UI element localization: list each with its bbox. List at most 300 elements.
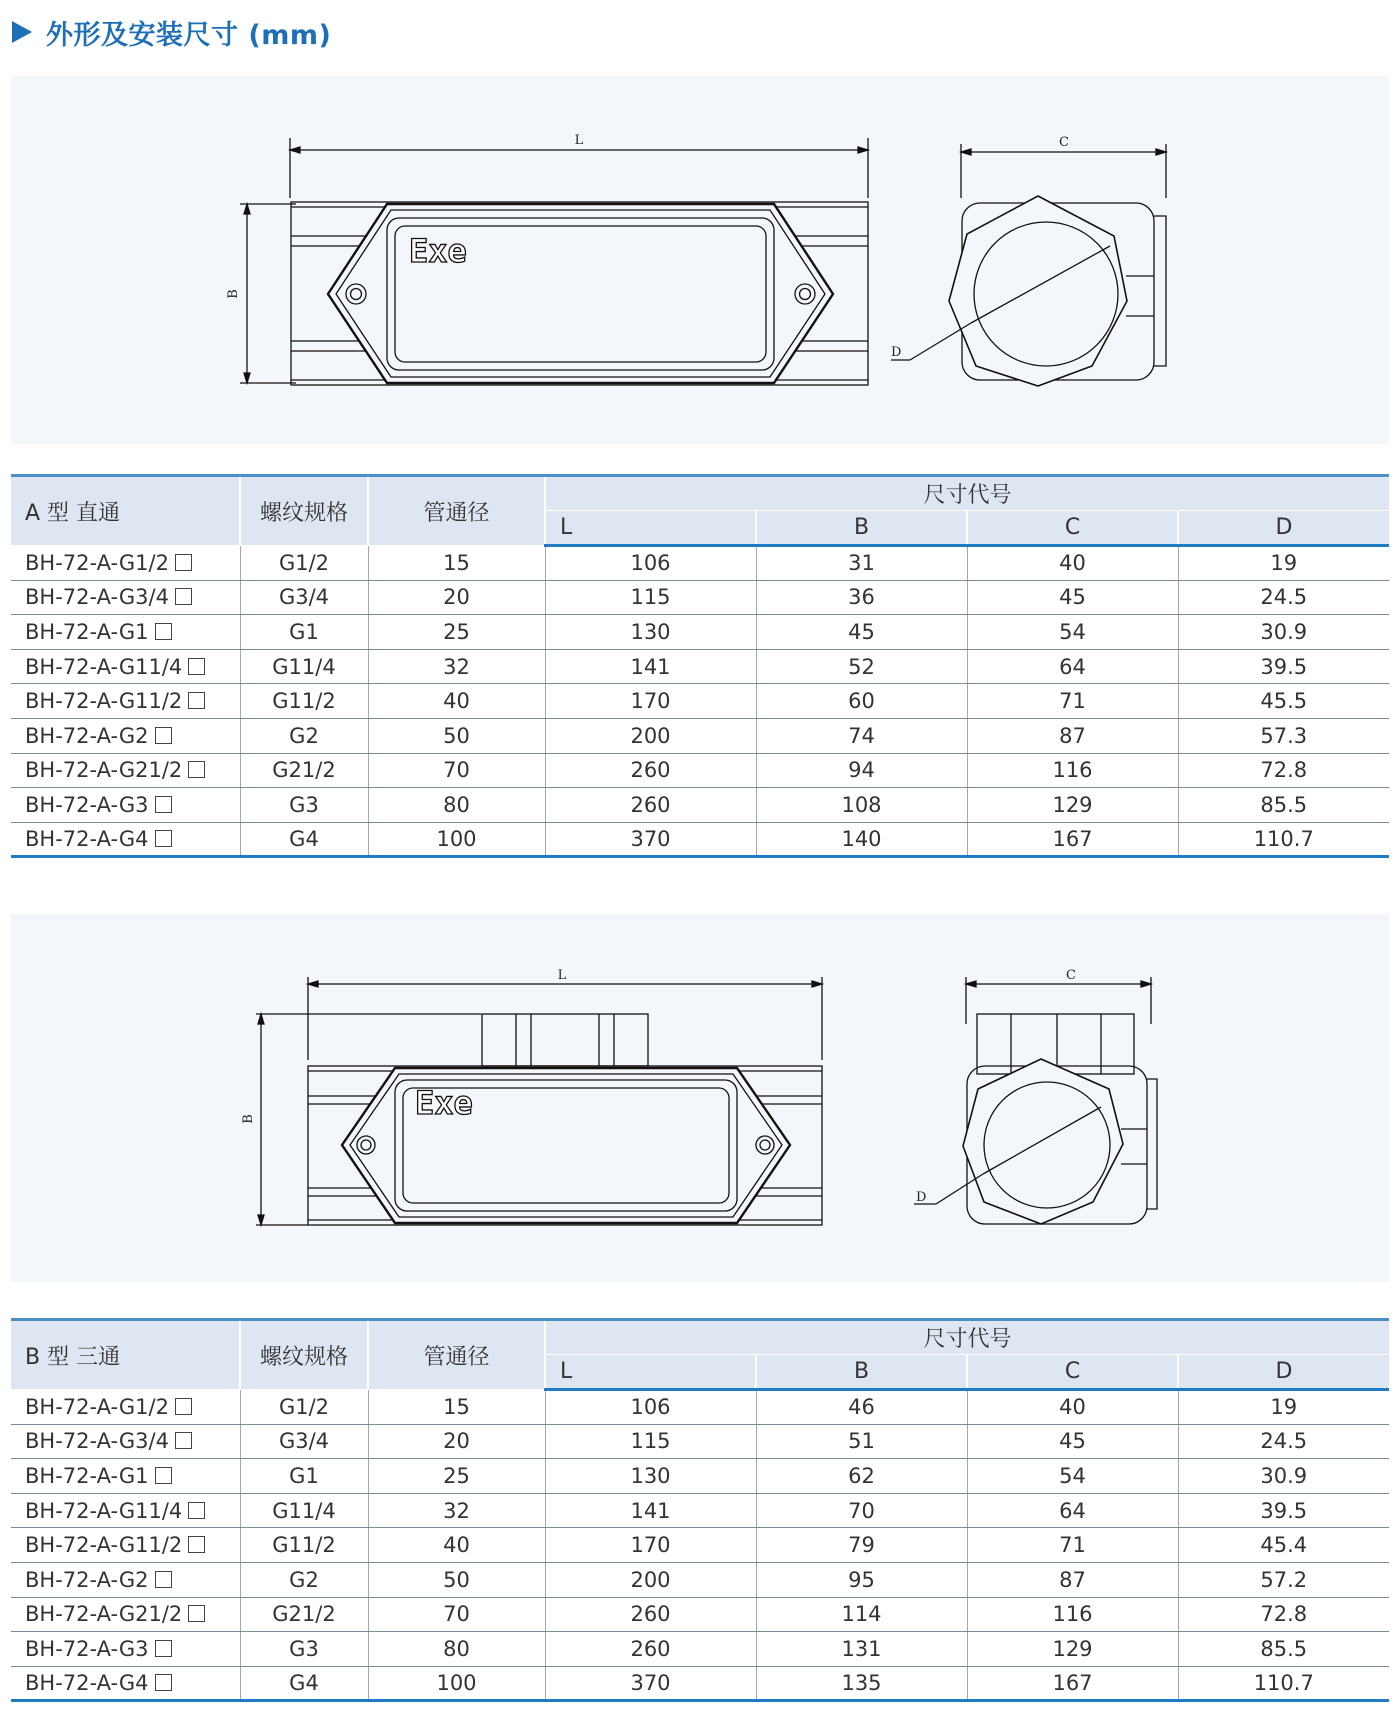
value-b: 52 [848, 654, 875, 679]
value-thread: G1/2 [278, 550, 330, 575]
cell-bore [368, 1666, 545, 1701]
checkbox-square-icon [155, 1640, 172, 1657]
cell-bore [368, 718, 545, 753]
value-c: 54 [1059, 619, 1086, 644]
dim-label-l: L [557, 968, 567, 983]
cell-b [756, 1390, 967, 1425]
table-row [11, 753, 1389, 788]
cell-b [756, 546, 967, 581]
cell-d [1178, 788, 1389, 823]
value-b: 60 [848, 689, 875, 714]
cell-thread [240, 753, 368, 788]
value-l: 370 [630, 1671, 671, 1696]
model-code: BH-72-A-G3/4 [25, 585, 169, 610]
cell-l [545, 580, 756, 615]
value-bore: 80 [443, 1636, 470, 1661]
model-cell [11, 718, 240, 753]
dimension-table-a [11, 474, 1389, 858]
model-cell [11, 1632, 240, 1667]
checkbox-square-icon [175, 1398, 192, 1415]
value-thread: G1 [289, 619, 319, 644]
value-l: 106 [630, 551, 671, 576]
cell-thread [240, 1459, 368, 1494]
value-d: 72.8 [1260, 758, 1308, 783]
cell-thread [240, 822, 368, 857]
model-cell [11, 788, 240, 823]
cell-d [1178, 1390, 1389, 1425]
checkbox-square-icon [188, 692, 205, 709]
checkbox-square-icon [155, 796, 172, 813]
value-c: 116 [1052, 1602, 1093, 1627]
value-b: 114 [841, 1602, 882, 1627]
cell-c [967, 1562, 1178, 1597]
cell-c [967, 1390, 1178, 1425]
cell-b [756, 580, 967, 615]
value-bore: 15 [443, 1394, 470, 1419]
cell-d [1178, 1424, 1389, 1459]
checkbox-square-icon [175, 1432, 192, 1449]
cell-c [967, 1493, 1178, 1528]
cell-thread [240, 546, 368, 581]
cell-thread [240, 1632, 368, 1667]
cell-d [1178, 1493, 1389, 1528]
model-cell [11, 1390, 240, 1425]
value-l: 106 [630, 1395, 671, 1420]
table-row [11, 649, 1389, 684]
model-code: BH-72-A-G11/2 [25, 1533, 183, 1558]
checkbox-square-icon [155, 623, 172, 640]
value-thread: G21/2 [272, 758, 336, 783]
model-code: BH-72-A-G4 [25, 1671, 149, 1696]
cell-d [1178, 753, 1389, 788]
table-row [11, 546, 1389, 581]
cell-l [545, 615, 756, 650]
cell-bore [368, 753, 545, 788]
checkbox-square-icon [188, 658, 205, 675]
value-c: 40 [1059, 551, 1086, 576]
value-d: 85.5 [1260, 1636, 1308, 1661]
cell-d [1178, 1459, 1389, 1494]
section-heading [12, 12, 331, 52]
col-l: L [545, 511, 756, 546]
model-code: BH-72-A-G2 [25, 1567, 149, 1592]
cell-c [967, 1424, 1178, 1459]
model-code: BH-72-A-G1/2 [25, 550, 169, 575]
cell-d [1178, 1528, 1389, 1563]
cell-bore [368, 788, 545, 823]
value-bore: 20 [443, 585, 470, 610]
cell-c [967, 718, 1178, 753]
cell-c [967, 684, 1178, 719]
value-d: 39.5 [1260, 654, 1308, 679]
cell-l [545, 1424, 756, 1459]
table-row [11, 1562, 1389, 1597]
cell-d [1178, 649, 1389, 684]
table-row [11, 788, 1389, 823]
value-c: 129 [1052, 792, 1093, 817]
model-code: BH-72-A-G2 [25, 723, 149, 748]
value-c: 64 [1059, 654, 1086, 679]
model-cell [11, 1424, 240, 1459]
drawing-type-a [11, 76, 1389, 444]
value-d: 57.3 [1260, 723, 1308, 748]
cell-b [756, 1597, 967, 1632]
cell-thread [240, 1597, 368, 1632]
table-row [11, 1632, 1389, 1667]
cell-c [967, 1632, 1178, 1667]
value-d: 19 [1270, 551, 1298, 576]
value-b: 94 [848, 758, 875, 783]
cell-b [756, 1666, 967, 1701]
table-row [11, 1528, 1389, 1563]
model-code: BH-72-A-G1 [25, 1463, 149, 1488]
cell-d [1178, 1632, 1389, 1667]
table-row [11, 1424, 1389, 1459]
dim-label-b: B [241, 1114, 256, 1124]
cell-b [756, 684, 967, 719]
model-cell [11, 1597, 240, 1632]
table-type-label: B 型 三通 [11, 1320, 240, 1390]
col-bore: 管通径 [368, 476, 545, 546]
value-l: 170 [630, 1533, 671, 1558]
value-d: 57.2 [1260, 1567, 1308, 1592]
value-l: 115 [630, 585, 671, 610]
cell-c [967, 788, 1178, 823]
table-row [11, 718, 1389, 753]
checkbox-square-icon [155, 1571, 172, 1588]
cell-l [545, 1390, 756, 1425]
value-b: 135 [841, 1671, 882, 1696]
value-b: 108 [841, 792, 882, 817]
exe-logo: Exe [415, 1084, 473, 1122]
cell-bore [368, 1632, 545, 1667]
model-cell [11, 1459, 240, 1494]
value-d: 24.5 [1260, 585, 1308, 610]
model-cell [11, 546, 240, 581]
value-thread: G3/4 [278, 585, 330, 610]
cell-l [545, 1562, 756, 1597]
model-cell [11, 1666, 240, 1701]
model-cell [11, 649, 240, 684]
exe-logo: Exe [409, 232, 467, 270]
value-b: 46 [848, 1395, 875, 1420]
cell-b [756, 649, 967, 684]
value-bore: 25 [443, 619, 470, 644]
cell-c [967, 753, 1178, 788]
cell-b [756, 822, 967, 857]
model-code: BH-72-A-G11/4 [25, 654, 183, 679]
model-code: BH-72-A-G3 [25, 792, 149, 817]
cell-bore [368, 580, 545, 615]
col-b: B [756, 1355, 967, 1390]
value-bore: 50 [443, 723, 470, 748]
cell-b [756, 753, 967, 788]
value-thread: G4 [289, 1671, 319, 1696]
model-cell [11, 684, 240, 719]
value-l: 141 [630, 1498, 671, 1523]
value-thread: G1 [289, 1463, 319, 1488]
cell-thread [240, 615, 368, 650]
value-bore: 100 [436, 1671, 477, 1696]
checkbox-square-icon [188, 761, 205, 778]
value-c: 40 [1059, 1395, 1086, 1420]
value-l: 260 [630, 792, 671, 817]
cell-d [1178, 1562, 1389, 1597]
cell-c [967, 1666, 1178, 1701]
model-code: BH-72-A-G11/2 [25, 689, 183, 714]
model-cell [11, 822, 240, 857]
dim-label-b: B [226, 289, 241, 299]
model-code: BH-72-A-G11/4 [25, 1498, 183, 1523]
value-l: 370 [630, 827, 671, 852]
cell-l [545, 1459, 756, 1494]
cell-d [1178, 718, 1389, 753]
cell-l [545, 788, 756, 823]
checkbox-square-icon [188, 1605, 205, 1622]
cell-b [756, 1528, 967, 1563]
value-c: 87 [1059, 723, 1086, 748]
cell-thread [240, 1424, 368, 1459]
value-bore: 32 [443, 654, 470, 679]
value-thread: G21/2 [272, 1602, 336, 1627]
cell-d [1178, 1666, 1389, 1701]
value-c: 71 [1059, 1533, 1086, 1558]
cell-l [545, 1528, 756, 1563]
model-code: BH-72-A-G21/2 [25, 1602, 183, 1627]
cell-b [756, 1562, 967, 1597]
table-row [11, 1390, 1389, 1425]
cell-b [756, 1459, 967, 1494]
cell-d [1178, 580, 1389, 615]
dim-label-c: C [1059, 135, 1069, 150]
value-thread: G11/2 [272, 1533, 336, 1558]
cell-l [545, 684, 756, 719]
value-bore: 80 [443, 792, 470, 817]
cell-bore [368, 546, 545, 581]
model-cell [11, 753, 240, 788]
value-thread: G11/4 [272, 654, 336, 679]
col-bore: 管通径 [368, 1320, 545, 1390]
cell-bore [368, 822, 545, 857]
value-bore: 25 [443, 1463, 470, 1488]
cell-thread [240, 649, 368, 684]
checkbox-square-icon [155, 1467, 172, 1484]
value-d: 24.5 [1260, 1429, 1308, 1454]
value-thread: G3 [289, 1636, 319, 1661]
value-c: 129 [1052, 1636, 1093, 1661]
cell-l [545, 753, 756, 788]
cell-c [967, 822, 1178, 857]
col-d: D [1178, 1355, 1389, 1390]
table-row [11, 1666, 1389, 1701]
cell-thread [240, 718, 368, 753]
cell-b [756, 788, 967, 823]
value-l: 130 [630, 1463, 671, 1488]
col-b: B [756, 511, 967, 546]
dim-label-c: C [1066, 968, 1076, 983]
value-bore: 20 [443, 1429, 470, 1454]
cell-l [545, 1666, 756, 1701]
value-bore: 50 [443, 1567, 470, 1592]
cell-b [756, 718, 967, 753]
cell-b [756, 1424, 967, 1459]
cell-thread [240, 1390, 368, 1425]
value-c: 116 [1052, 758, 1093, 783]
model-cell [11, 615, 240, 650]
table-row [11, 822, 1389, 857]
value-d: 45.5 [1260, 689, 1308, 714]
value-b: 70 [848, 1498, 875, 1523]
cell-l [545, 1632, 756, 1667]
cell-bore [368, 1493, 545, 1528]
section-title: 外形及安装尺寸 (mm) [46, 19, 332, 51]
value-bore: 70 [443, 758, 470, 783]
value-d: 30.9 [1260, 619, 1308, 644]
value-thread: G2 [289, 1567, 319, 1592]
cell-c [967, 580, 1178, 615]
value-thread: G4 [289, 827, 319, 852]
checkbox-square-icon [155, 1674, 172, 1691]
model-cell [11, 1493, 240, 1528]
model-cell [11, 580, 240, 615]
col-c: C [967, 511, 1178, 546]
value-b: 140 [841, 827, 882, 852]
cell-d [1178, 546, 1389, 581]
model-code: BH-72-A-G3 [25, 1636, 149, 1661]
value-b: 74 [848, 723, 875, 748]
value-c: 167 [1052, 1671, 1093, 1696]
col-dims: 尺寸代号 [545, 1320, 1389, 1355]
value-d: 110.7 [1253, 827, 1314, 852]
value-c: 64 [1059, 1498, 1086, 1523]
value-d: 45.4 [1260, 1533, 1308, 1558]
cell-bore [368, 1424, 545, 1459]
cell-thread [240, 1528, 368, 1563]
drawing-type-b [11, 914, 1389, 1282]
value-b: 51 [848, 1429, 875, 1454]
cell-l [545, 822, 756, 857]
value-d: 110.7 [1253, 1671, 1314, 1696]
value-l: 260 [630, 1602, 671, 1627]
value-c: 45 [1059, 1429, 1086, 1454]
value-thread: G11/4 [272, 1498, 336, 1523]
value-d: 19 [1270, 1395, 1298, 1420]
value-l: 141 [630, 654, 671, 679]
value-thread: G3/4 [278, 1429, 330, 1454]
value-bore: 40 [443, 689, 470, 714]
model-code: BH-72-A-G21/2 [25, 758, 183, 783]
value-thread: G11/2 [272, 689, 336, 714]
cell-bore [368, 1597, 545, 1632]
cell-l [545, 1597, 756, 1632]
cell-c [967, 1528, 1178, 1563]
col-c: C [967, 1355, 1178, 1390]
table-row [11, 580, 1389, 615]
checkbox-square-icon [155, 727, 172, 744]
cell-c [967, 615, 1178, 650]
value-d: 39.5 [1260, 1498, 1308, 1523]
cell-thread [240, 788, 368, 823]
table-type-label: A 型 直通 [11, 476, 240, 546]
value-b: 95 [848, 1567, 875, 1592]
cell-bore [368, 1562, 545, 1597]
play-triangle-icon [12, 21, 32, 43]
checkbox-square-icon [188, 1502, 205, 1519]
model-code: BH-72-A-G1/2 [25, 1394, 169, 1419]
cell-thread [240, 1666, 368, 1701]
value-b: 79 [848, 1533, 875, 1558]
model-code: BH-72-A-G1 [25, 619, 149, 644]
dim-label-l: L [574, 133, 584, 148]
cell-bore [368, 684, 545, 719]
col-dims: 尺寸代号 [545, 476, 1389, 511]
col-l: L [545, 1355, 756, 1390]
cell-l [545, 1493, 756, 1528]
model-code: BH-72-A-G4 [25, 827, 149, 852]
checkbox-square-icon [188, 1536, 205, 1553]
cell-thread [240, 684, 368, 719]
table-row [11, 684, 1389, 719]
cell-l [545, 718, 756, 753]
cell-thread [240, 1493, 368, 1528]
value-thread: G2 [289, 723, 319, 748]
cell-b [756, 1632, 967, 1667]
value-l: 260 [630, 758, 671, 783]
cell-l [545, 546, 756, 581]
value-thread: G3 [289, 792, 319, 817]
table-row [11, 615, 1389, 650]
value-thread: G1/2 [278, 1394, 330, 1419]
cell-c [967, 649, 1178, 684]
model-code: BH-72-A-G3/4 [25, 1429, 169, 1454]
value-b: 131 [841, 1636, 882, 1661]
cell-d [1178, 684, 1389, 719]
value-b: 31 [848, 551, 875, 576]
model-cell [11, 1528, 240, 1563]
checkbox-square-icon [155, 830, 172, 847]
value-bore: 15 [443, 550, 470, 575]
value-b: 62 [848, 1463, 875, 1488]
cell-thread [240, 1562, 368, 1597]
cell-bore [368, 1528, 545, 1563]
value-l: 260 [630, 1636, 671, 1661]
value-bore: 40 [443, 1533, 470, 1558]
value-d: 30.9 [1260, 1463, 1308, 1488]
value-c: 54 [1059, 1463, 1086, 1488]
cell-d [1178, 615, 1389, 650]
col-d: D [1178, 511, 1389, 546]
cell-l [545, 649, 756, 684]
dim-label-d: D [891, 345, 902, 360]
value-c: 45 [1059, 585, 1086, 610]
value-l: 200 [630, 723, 671, 748]
value-b: 45 [848, 619, 875, 644]
col-thread: 螺纹规格 [240, 476, 368, 546]
checkbox-square-icon [175, 588, 192, 605]
cell-bore [368, 649, 545, 684]
col-thread: 螺纹规格 [240, 1320, 368, 1390]
value-c: 167 [1052, 827, 1093, 852]
checkbox-square-icon [175, 554, 192, 571]
dimension-table-b [11, 1318, 1389, 1702]
table-row [11, 1493, 1389, 1528]
cell-c [967, 1459, 1178, 1494]
value-bore: 100 [436, 827, 477, 852]
cell-bore [368, 1390, 545, 1425]
table-row [11, 1459, 1389, 1494]
value-l: 115 [630, 1429, 671, 1454]
cell-d [1178, 822, 1389, 857]
